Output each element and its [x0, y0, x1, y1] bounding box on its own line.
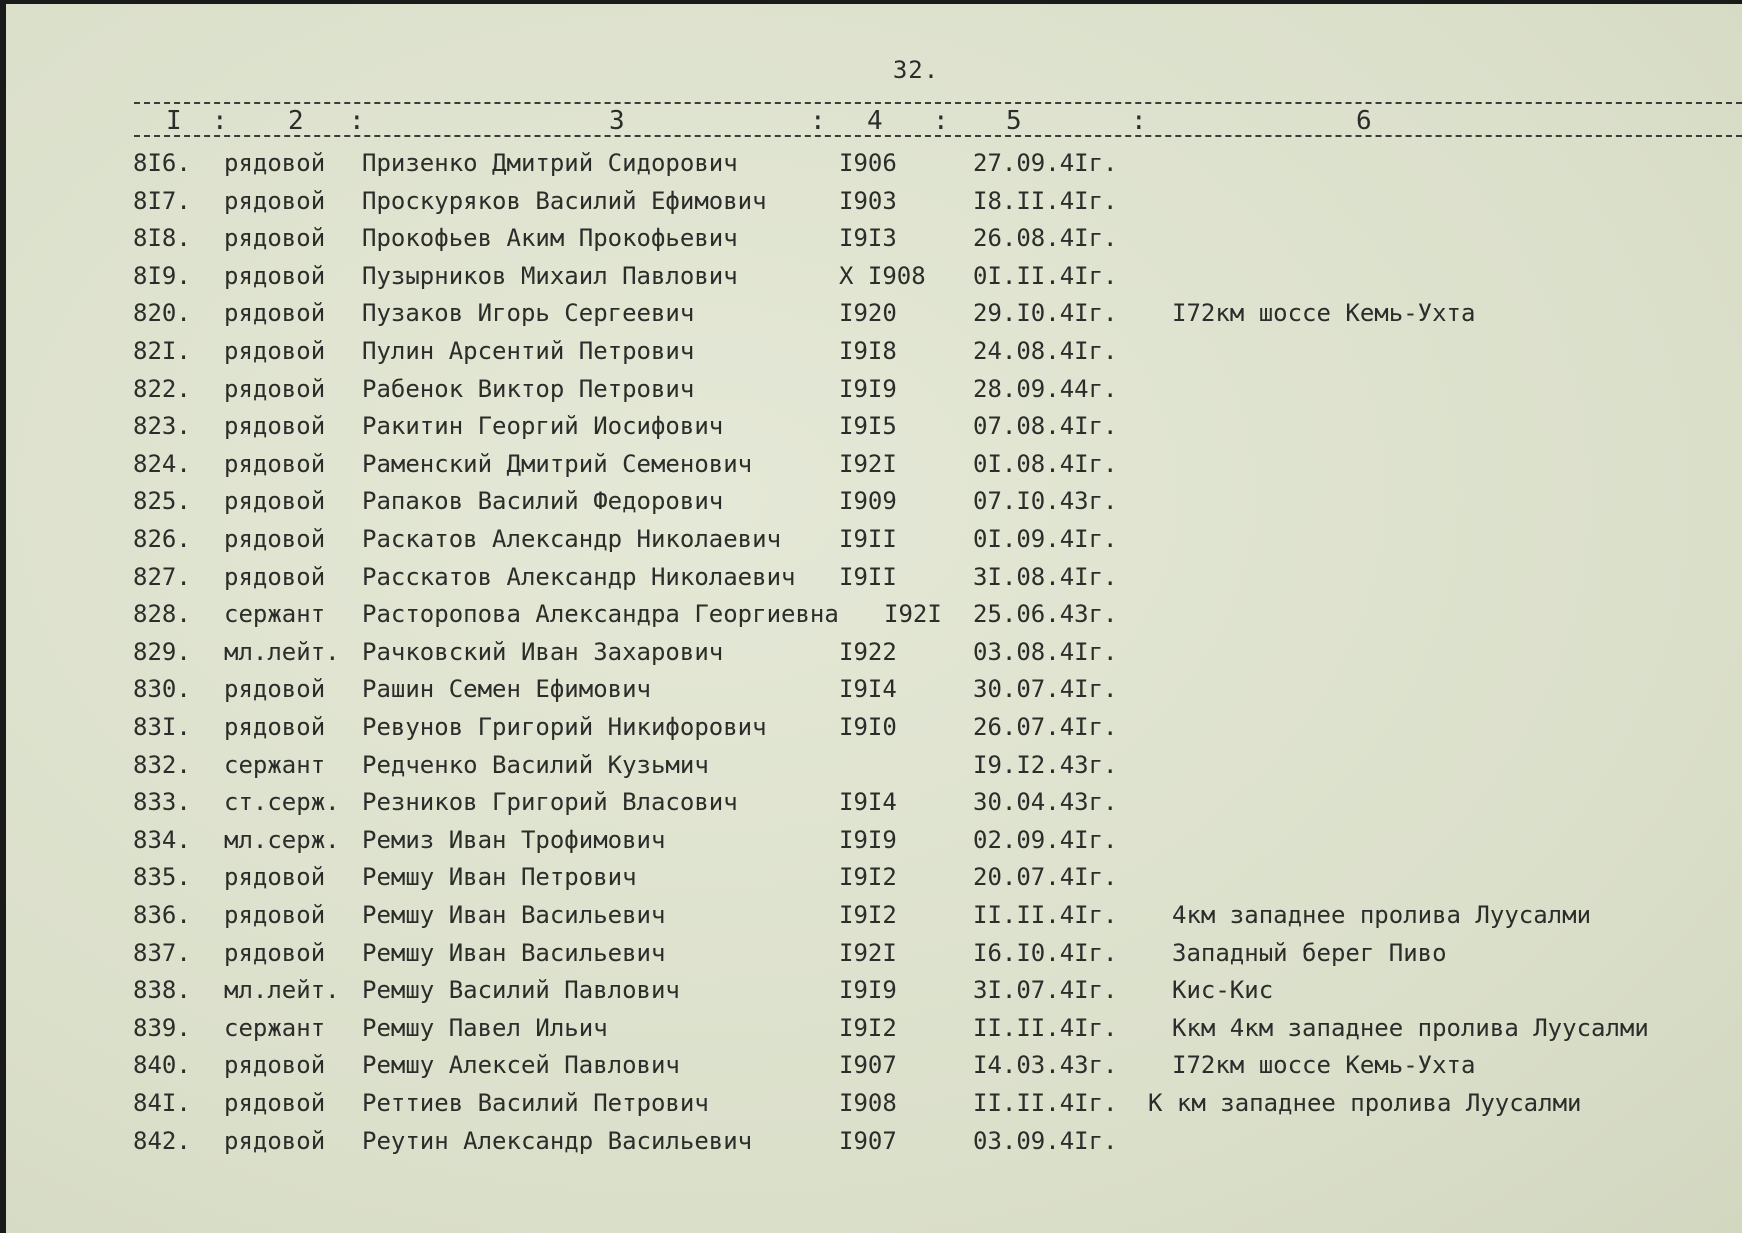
full-name: Раменский Дмитрий Семенович — [362, 449, 753, 478]
date-of-death: 29.I0.4Iг. — [973, 299, 1118, 328]
military-rank: рядовой — [224, 186, 326, 215]
row-number: 820. — [133, 299, 191, 328]
row-number: 826. — [133, 525, 191, 553]
full-name: Редченко Василий Кузьмич — [362, 750, 709, 779]
row-number: 827. — [133, 562, 191, 591]
row-number: 824. — [133, 449, 191, 478]
table-row — [6, 186, 1742, 223]
row-number: 829. — [133, 637, 191, 666]
row-number: 836. — [133, 901, 191, 929]
military-rank: рядовой — [224, 449, 326, 478]
place-of-death: К км западнее пролива Луусалми — [1148, 1089, 1582, 1117]
row-number: 825. — [133, 487, 191, 516]
date-of-death: 0I.08.4Iг. — [973, 449, 1118, 478]
date-of-death: I6.I0.4Iг. — [973, 938, 1118, 967]
table-row — [6, 261, 1742, 298]
place-of-death: Кис-Кис — [1172, 976, 1274, 1005]
full-name: Ремшу Павел Ильич — [362, 1013, 608, 1042]
birth-year: I9I0 — [839, 713, 897, 741]
row-number: 838. — [133, 976, 191, 1005]
table-row — [6, 1013, 1742, 1050]
full-name: Реттиев Василий Петрович — [362, 1089, 709, 1117]
date-of-death: II.II.4Iг. — [973, 1013, 1118, 1042]
table-row — [6, 562, 1742, 599]
date-of-death: 27.09.4Iг. — [973, 149, 1118, 177]
column-separator-4: : — [933, 106, 949, 136]
row-number: 842. — [133, 1126, 191, 1155]
military-rank: сержант — [224, 600, 326, 629]
military-rank: мл.серж. — [224, 825, 340, 854]
row-number: 822. — [133, 374, 191, 403]
birth-year: I920 — [839, 299, 897, 328]
row-number: 840. — [133, 1051, 191, 1080]
row-number: 834. — [133, 825, 191, 854]
date-of-death: II.II.4Iг. — [973, 901, 1118, 929]
row-number: 832. — [133, 750, 191, 779]
birth-year: I908 — [839, 1089, 897, 1117]
date-of-death: 03.08.4Iг. — [973, 637, 1118, 666]
document-page — [6, 4, 1742, 1233]
military-rank: рядовой — [224, 863, 326, 892]
date-of-death: 07.08.4Iг. — [973, 412, 1118, 441]
date-of-death: 20.07.4Iг. — [973, 863, 1118, 892]
column-separator-2: : — [349, 106, 365, 136]
full-name: Проскуряков Василий Ефимович — [362, 186, 767, 215]
column-header-4: 4 — [867, 106, 883, 136]
date-of-death: II.II.4Iг. — [973, 1089, 1118, 1117]
table-row — [6, 1050, 1742, 1087]
full-name: Расторопова Александра Георгиевна — [362, 600, 839, 629]
military-rank: рядовой — [224, 675, 326, 704]
military-rank: рядовой — [224, 562, 326, 591]
birth-year: I903 — [839, 186, 897, 215]
military-rank: рядовой — [224, 149, 326, 177]
date-of-death: 30.07.4Iг. — [973, 675, 1118, 704]
birth-year: I92I — [839, 449, 897, 478]
date-of-death: 28.09.44г. — [973, 374, 1118, 403]
column-header-5: 5 — [1006, 106, 1022, 136]
date-of-death: 0I.09.4Iг. — [973, 525, 1118, 553]
full-name: Пузаков Игорь Сергеевич — [362, 299, 695, 328]
table-row — [6, 1088, 1742, 1125]
table-row — [6, 712, 1742, 749]
military-rank: сержант — [224, 1013, 326, 1042]
full-name: Ремшу Иван Петрович — [362, 863, 637, 892]
place-of-death: I72км шоссе Кемь-Ухта — [1172, 299, 1476, 328]
page-number: 32. — [892, 56, 940, 84]
place-of-death: Западный берег Пиво — [1172, 938, 1447, 967]
table-row — [6, 599, 1742, 636]
row-number: 8I6. — [133, 149, 191, 177]
table-row — [6, 825, 1742, 862]
table-row — [6, 298, 1742, 335]
birth-year: I909 — [839, 487, 897, 516]
military-rank: рядовой — [224, 938, 326, 967]
row-number: 823. — [133, 412, 191, 441]
row-number: 83I. — [133, 713, 191, 741]
table-row — [6, 449, 1742, 486]
full-name: Ремшу Алексей Павлович — [362, 1051, 680, 1080]
birth-year: I907 — [839, 1126, 897, 1155]
full-name: Рашин Семен Ефимович — [362, 675, 651, 704]
birth-year: I9I2 — [839, 1013, 897, 1042]
birth-year: I9I9 — [839, 825, 897, 854]
full-name: Раскатов Александр Николаевич — [362, 525, 782, 553]
date-of-death: 02.09.4Iг. — [973, 825, 1118, 854]
row-number: 830. — [133, 675, 191, 704]
full-name: Пузырников Михаил Павлович — [362, 261, 738, 290]
table-row — [6, 1126, 1742, 1163]
military-rank: мл.лейт. — [224, 637, 340, 666]
date-of-death: I4.03.43г. — [973, 1051, 1118, 1080]
military-rank: рядовой — [224, 299, 326, 328]
full-name: Ремшу Иван Васильевич — [362, 901, 666, 929]
birth-year: I9II — [839, 525, 897, 553]
row-number: 833. — [133, 788, 191, 817]
date-of-death: 3I.08.4Iг. — [973, 562, 1118, 591]
date-of-death: 03.09.4Iг. — [973, 1126, 1118, 1155]
full-name: Рачковский Иван Захарович — [362, 637, 724, 666]
column-separator-3: : — [810, 106, 826, 136]
date-of-death: 24.08.4Iг. — [973, 337, 1118, 365]
birth-year: I9I4 — [839, 788, 897, 817]
full-name: Рабенок Виктор Петрович — [362, 374, 695, 403]
column-header-3: 3 — [609, 106, 625, 136]
place-of-death: 4км западнее пролива Луусалми — [1172, 901, 1592, 929]
full-name: Реутин Александр Васильевич — [362, 1126, 753, 1155]
full-name: Рапаков Василий Федорович — [362, 487, 724, 516]
date-of-death: I9.I2.43г. — [973, 750, 1118, 779]
military-rank: сержант — [224, 750, 326, 779]
military-rank: рядовой — [224, 224, 326, 253]
header-rule-top — [134, 102, 1742, 104]
table-row — [6, 862, 1742, 899]
birth-year: I9I9 — [839, 976, 897, 1005]
date-of-death: 25.06.43г. — [973, 600, 1118, 629]
table-row — [6, 223, 1742, 260]
table-row — [6, 148, 1742, 185]
birth-year: I9I3 — [839, 224, 897, 253]
column-header-1: I — [166, 106, 182, 136]
full-name: Резников Григорий Власович — [362, 788, 738, 817]
birth-year: I9I2 — [839, 863, 897, 892]
military-rank: рядовой — [224, 487, 326, 516]
column-separator-5: : — [1131, 106, 1147, 136]
column-separator-1: : — [212, 106, 228, 136]
table-row — [6, 637, 1742, 674]
military-rank: рядовой — [224, 261, 326, 290]
full-name: Расскатов Александр Николаевич — [362, 562, 796, 591]
table-row — [6, 938, 1742, 975]
full-name: Прокофьев Аким Прокофьевич — [362, 224, 738, 253]
full-name: Ракитин Георгий Иосифович — [362, 412, 724, 441]
full-name: Ремшу Иван Васильевич — [362, 938, 666, 967]
military-rank: рядовой — [224, 412, 326, 441]
table-row — [6, 524, 1742, 561]
full-name: Ревунов Григорий Никифорович — [362, 713, 767, 741]
row-number: 839. — [133, 1013, 191, 1042]
birth-year: I906 — [839, 149, 897, 177]
birth-year: I9I5 — [839, 412, 897, 441]
military-rank: рядовой — [224, 1089, 326, 1117]
military-rank: рядовой — [224, 901, 326, 929]
table-row — [6, 674, 1742, 711]
birth-year: I92I — [884, 600, 942, 629]
date-of-death: 3I.07.4Iг. — [973, 976, 1118, 1005]
date-of-death: 07.I0.43г. — [973, 487, 1118, 516]
date-of-death: I8.II.4Iг. — [973, 186, 1118, 215]
row-number: 828. — [133, 600, 191, 629]
birth-year: I907 — [839, 1051, 897, 1080]
military-rank: мл.лейт. — [224, 976, 340, 1005]
table-row — [6, 787, 1742, 824]
date-of-death: 26.08.4Iг. — [973, 224, 1118, 253]
birth-year: I9I9 — [839, 374, 897, 403]
full-name: Ремшу Василий Павлович — [362, 976, 680, 1005]
military-rank: рядовой — [224, 374, 326, 403]
military-rank: рядовой — [224, 1126, 326, 1155]
birth-year: I9II — [839, 562, 897, 591]
birth-year: I9I8 — [839, 337, 897, 365]
table-row — [6, 486, 1742, 523]
military-rank: рядовой — [224, 713, 326, 741]
date-of-death: 26.07.4Iг. — [973, 713, 1118, 741]
table-row — [6, 374, 1742, 411]
military-rank: рядовой — [224, 1051, 326, 1080]
row-number: 8I7. — [133, 186, 191, 215]
birth-year: I92I — [839, 938, 897, 967]
date-of-death: 0I.II.4Iг. — [973, 261, 1118, 290]
full-name: Ремиз Иван Трофимович — [362, 825, 666, 854]
row-number: 8I8. — [133, 224, 191, 253]
row-number: 837. — [133, 938, 191, 967]
military-rank: рядовой — [224, 525, 326, 553]
full-name: Призенко Дмитрий Сидорович — [362, 149, 738, 177]
birth-year: I922 — [839, 637, 897, 666]
military-rank: ст.серж. — [224, 788, 340, 817]
table-row — [6, 411, 1742, 448]
column-header-2: 2 — [288, 106, 304, 136]
row-number: 84I. — [133, 1089, 191, 1117]
birth-year: X I908 — [839, 261, 926, 290]
header-rule-bottom — [134, 135, 1742, 137]
place-of-death: Ккм 4км западнее пролива Луусалми — [1172, 1013, 1649, 1042]
table-row — [6, 900, 1742, 937]
table-row — [6, 975, 1742, 1012]
column-header-6: 6 — [1356, 106, 1372, 136]
birth-year: I9I2 — [839, 901, 897, 929]
full-name: Пулин Арсентий Петрович — [362, 337, 695, 365]
place-of-death: I72км шоссе Кемь-Ухта — [1172, 1051, 1476, 1080]
date-of-death: 30.04.43г. — [973, 788, 1118, 817]
birth-year: I9I4 — [839, 675, 897, 704]
military-rank: рядовой — [224, 337, 326, 365]
row-number: 8I9. — [133, 261, 191, 290]
table-row — [6, 336, 1742, 373]
row-number: 835. — [133, 863, 191, 892]
table-row — [6, 750, 1742, 787]
row-number: 82I. — [133, 337, 191, 365]
